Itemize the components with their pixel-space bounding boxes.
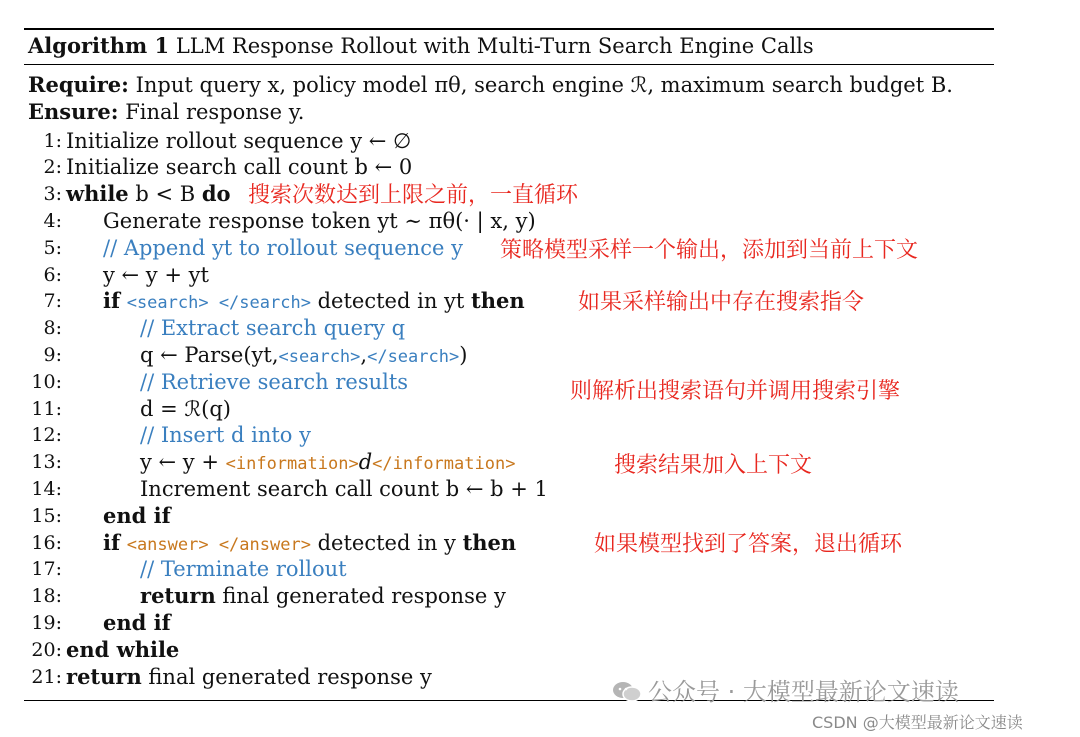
- algorithm-caption: [28, 33, 814, 58]
- annotation-parse: 则解析出搜索语句并调用搜索引擎: [570, 379, 901, 404]
- annotation-search-detect: 如果采样输出中存在搜索指令: [578, 290, 865, 315]
- code-line: [140, 342, 467, 370]
- ensure-text: Final response y.: [125, 100, 305, 124]
- keyword: do: [201, 181, 231, 206]
- annotation-loop: 搜索次数达到上限之前，一直循环: [248, 183, 579, 208]
- line-number: 16:: [31, 532, 62, 554]
- code-text: detected in y: [310, 531, 463, 555]
- code-text: d: [358, 450, 373, 474]
- answer-tag: <answer> </answer>: [126, 535, 311, 555]
- keyword: if: [103, 530, 121, 555]
- csdn-watermark: CSDN @大模型最新论文速读: [812, 713, 1023, 732]
- line-number: 2:: [43, 156, 62, 178]
- code-line: [140, 449, 515, 477]
- line-number: 21:: [31, 666, 62, 688]
- search-tag: <search> </search>: [126, 293, 311, 313]
- ensure-line: [28, 99, 304, 125]
- code-line: [103, 288, 525, 316]
- information-tag: </information>: [372, 454, 516, 474]
- code-line: y ← y + yt: [103, 263, 209, 287]
- line-number: 15:: [31, 505, 62, 527]
- line-number: 18:: [31, 585, 62, 607]
- code-text: b < B: [128, 182, 202, 206]
- search-tag: </search>: [367, 347, 460, 367]
- code-text: detected in yt: [310, 289, 471, 313]
- code-line: end while: [66, 637, 180, 662]
- line-number: 3:: [43, 183, 62, 205]
- code-line: [66, 181, 231, 207]
- line-number: 8:: [43, 317, 62, 339]
- code-text: final generated response y: [141, 665, 432, 689]
- code-line: d = ℛ(q): [140, 397, 231, 421]
- require-label: Require:: [28, 72, 129, 97]
- annotation-insert: 搜索结果加入上下文: [614, 453, 813, 478]
- line-number: 17:: [31, 558, 62, 580]
- line-number: 20:: [31, 639, 62, 661]
- comment-line: // Insert d into y: [140, 423, 311, 447]
- code-text: y ← y +: [140, 450, 226, 474]
- code-text: q ← Parse(yt,: [140, 343, 279, 367]
- keyword: return: [140, 583, 216, 608]
- line-number: 1:: [43, 130, 62, 152]
- line-number: 13:: [31, 451, 62, 473]
- line-number: 5:: [43, 237, 62, 259]
- line-number: 10:: [31, 371, 62, 393]
- keyword: then: [462, 530, 517, 555]
- line-number: 14:: [31, 478, 62, 500]
- keyword: if: [103, 288, 121, 313]
- code-line: [66, 664, 432, 690]
- code-text: ,: [360, 343, 368, 367]
- search-tag: <search>: [278, 347, 361, 367]
- require-text: Input query x, policy model πθ, search engine ℛ, maximum search budget B.: [135, 73, 953, 97]
- information-tag: <information>: [225, 454, 359, 474]
- comment-line: // Retrieve search results: [140, 370, 409, 394]
- keyword: while: [66, 181, 129, 206]
- code-line: Increment search call count b ← b + 1: [140, 477, 548, 501]
- line-number: 12:: [31, 424, 62, 446]
- watermark: [612, 672, 959, 707]
- comment-line: // Append yt to rollout sequence y: [103, 236, 463, 260]
- line-number: 6:: [43, 264, 62, 286]
- code-line: [103, 530, 516, 558]
- code-line: Initialize search call count b ← 0: [66, 155, 413, 179]
- watermark-text: 公众号 · 大模型最新论文速读: [648, 678, 959, 706]
- caption-rule: [24, 64, 994, 65]
- line-number: 19:: [31, 612, 62, 634]
- comment-line: // Extract search query q: [140, 316, 406, 340]
- comment-line: // Terminate rollout: [140, 557, 347, 581]
- line-number: 4:: [43, 210, 62, 232]
- code-line: Initialize rollout sequence y ← ∅: [66, 129, 412, 153]
- algorithm-title: LLM Response Rollout with Multi-Turn Search Engine Calls: [175, 34, 814, 58]
- require-line: [28, 72, 953, 98]
- keyword: then: [471, 288, 525, 313]
- line-number: 11:: [31, 398, 62, 420]
- code-line: end if: [103, 503, 171, 528]
- top-rule: [24, 28, 994, 30]
- annotation-answer: 如果模型找到了答案，退出循环: [594, 532, 903, 557]
- algorithm-label: Algorithm 1: [28, 33, 170, 58]
- code-text: final generated response y: [215, 584, 506, 608]
- code-line: [140, 583, 506, 609]
- keyword: return: [66, 664, 142, 689]
- code-line: Generate response token yt ∼ πθ(· | x, y): [103, 209, 536, 233]
- line-number: 9:: [43, 344, 62, 366]
- code-text: ): [459, 343, 468, 367]
- ensure-label: Ensure:: [28, 99, 119, 124]
- code-line: end if: [103, 610, 171, 635]
- annotation-sample: 策略模型采样一个输出，添加到当前上下文: [500, 238, 919, 263]
- wechat-icon: [612, 681, 642, 703]
- line-number: 7:: [43, 290, 62, 312]
